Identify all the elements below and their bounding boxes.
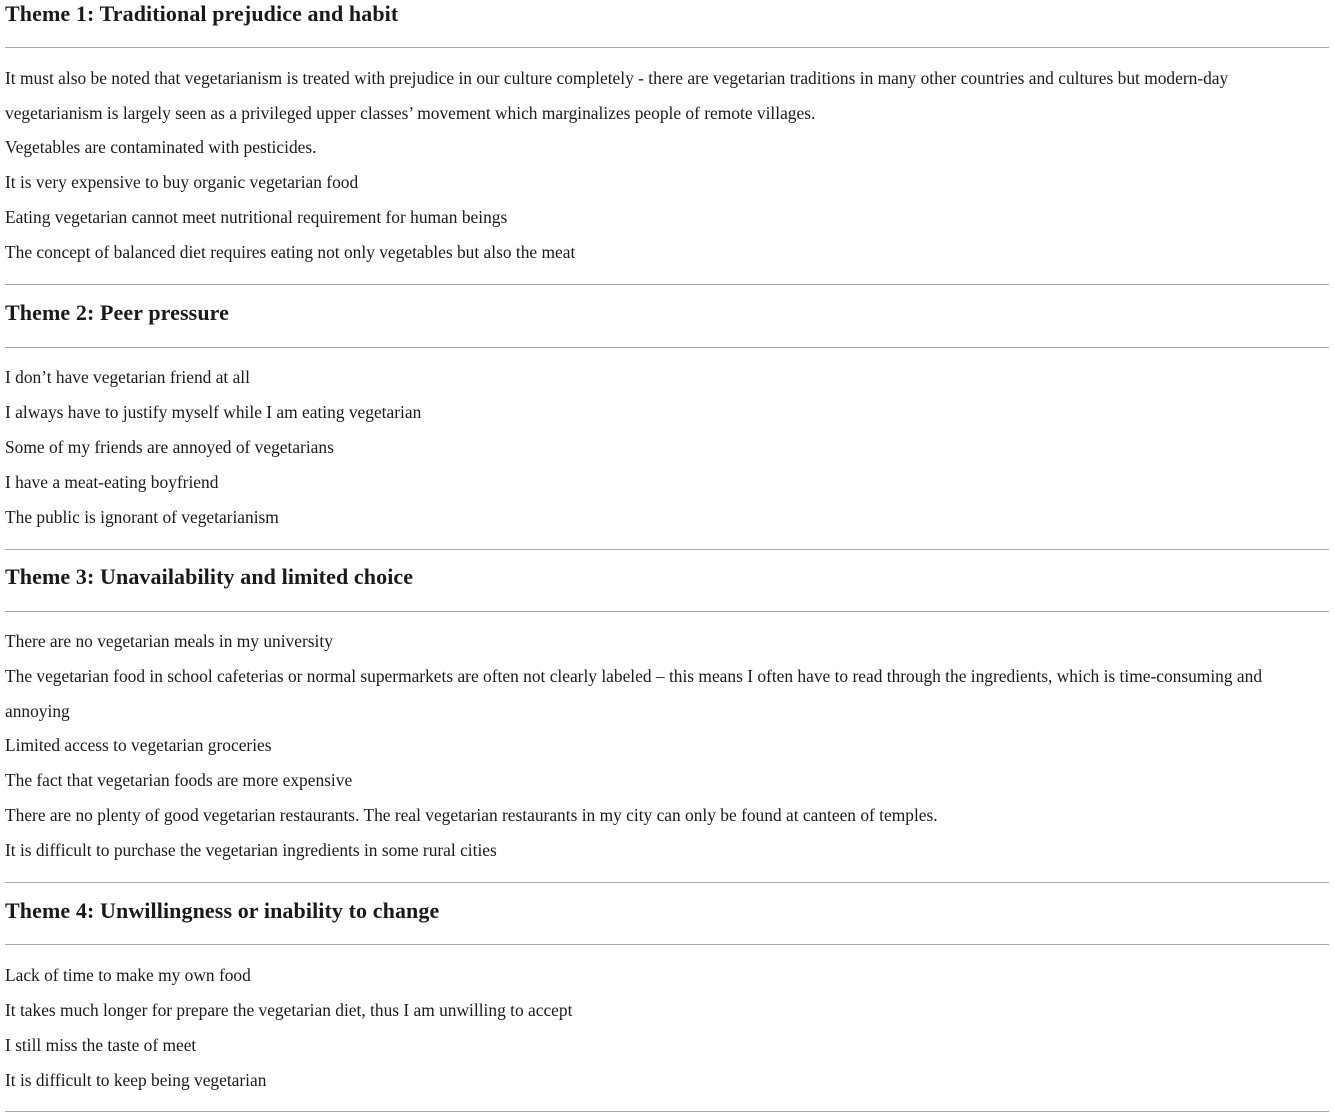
theme-3-item-5: There are no plenty of good vegetarian restaurants. The real vegetarian restaurants in my city can only be found at canteen of temples. xyxy=(5,805,938,825)
theme-1-item-3: It is very expensive to buy organic vegetarian food xyxy=(5,172,359,192)
theme-1-heading-divider xyxy=(5,47,1329,48)
theme-1-heading: Theme 1: Traditional prejudice and habit xyxy=(5,1,399,26)
theme-3-item-4: The fact that vegetarian foods are more expensive xyxy=(5,770,353,790)
theme-1-item-4: Eating vegetarian cannot meet nutritional requirement for human beings xyxy=(5,207,508,227)
theme-3-heading-divider xyxy=(5,611,1329,612)
theme-4-heading-divider xyxy=(5,944,1329,945)
theme-4-item-3: I still miss the taste of meet xyxy=(5,1035,197,1055)
theme-3-end-divider xyxy=(5,882,1329,883)
theme-4-item-2: It takes much longer for prepare the vegetarian diet, thus I am unwilling to accept xyxy=(5,1000,573,1020)
theme-1-item-2: Vegetables are contaminated with pesticides. xyxy=(5,137,317,157)
theme-1-item-1: It must also be noted that vegetarianism is treated with prejudice in our culture completely - there are vegetarian traditions in many other countries and cultures but modern-day vegetarianism is largely seen as a privileged upper classes’ movement which marginalizes people of remote villages. xyxy=(5,68,1229,123)
theme-3-item-3: Limited access to vegetarian groceries xyxy=(5,735,272,755)
theme-2-item-4: I have a meat-eating boyfriend xyxy=(5,472,219,492)
theme-2-item-5: The public is ignorant of vegetarianism xyxy=(5,507,279,527)
theme-1-end-divider xyxy=(5,284,1329,285)
theme-4-end-divider xyxy=(5,1111,1329,1112)
theme-3-item-1: There are no vegetarian meals in my university xyxy=(5,631,333,651)
theme-2-heading-divider xyxy=(5,347,1329,348)
theme-3-heading: Theme 3: Unavailability and limited choice xyxy=(5,564,414,589)
theme-2-item-1: I don’t have vegetarian friend at all xyxy=(5,367,250,387)
theme-3-item-2: The vegetarian food in school cafeterias or normal supermarkets are often not clearly labeled – this means I often have to read through the ingredients, which is time-consuming and annoying xyxy=(5,666,1263,721)
theme-1-item-5: The concept of balanced diet requires eating not only vegetables but also the meat xyxy=(5,242,576,262)
theme-2-end-divider xyxy=(5,549,1329,550)
theme-3-item-6: It is difficult to purchase the vegetarian ingredients in some rural cities xyxy=(5,840,497,860)
theme-2-heading: Theme 2: Peer pressure xyxy=(5,300,229,325)
theme-2-item-3: Some of my friends are annoyed of vegetarians xyxy=(5,437,334,457)
theme-4-item-1: Lack of time to make my own food xyxy=(5,965,251,985)
theme-4-heading: Theme 4: Unwillingness or inability to change xyxy=(5,898,440,923)
theme-4-item-4: It is difficult to keep being vegetarian xyxy=(5,1070,267,1090)
theme-2-item-2: I always have to justify myself while I am eating vegetarian xyxy=(5,402,422,422)
